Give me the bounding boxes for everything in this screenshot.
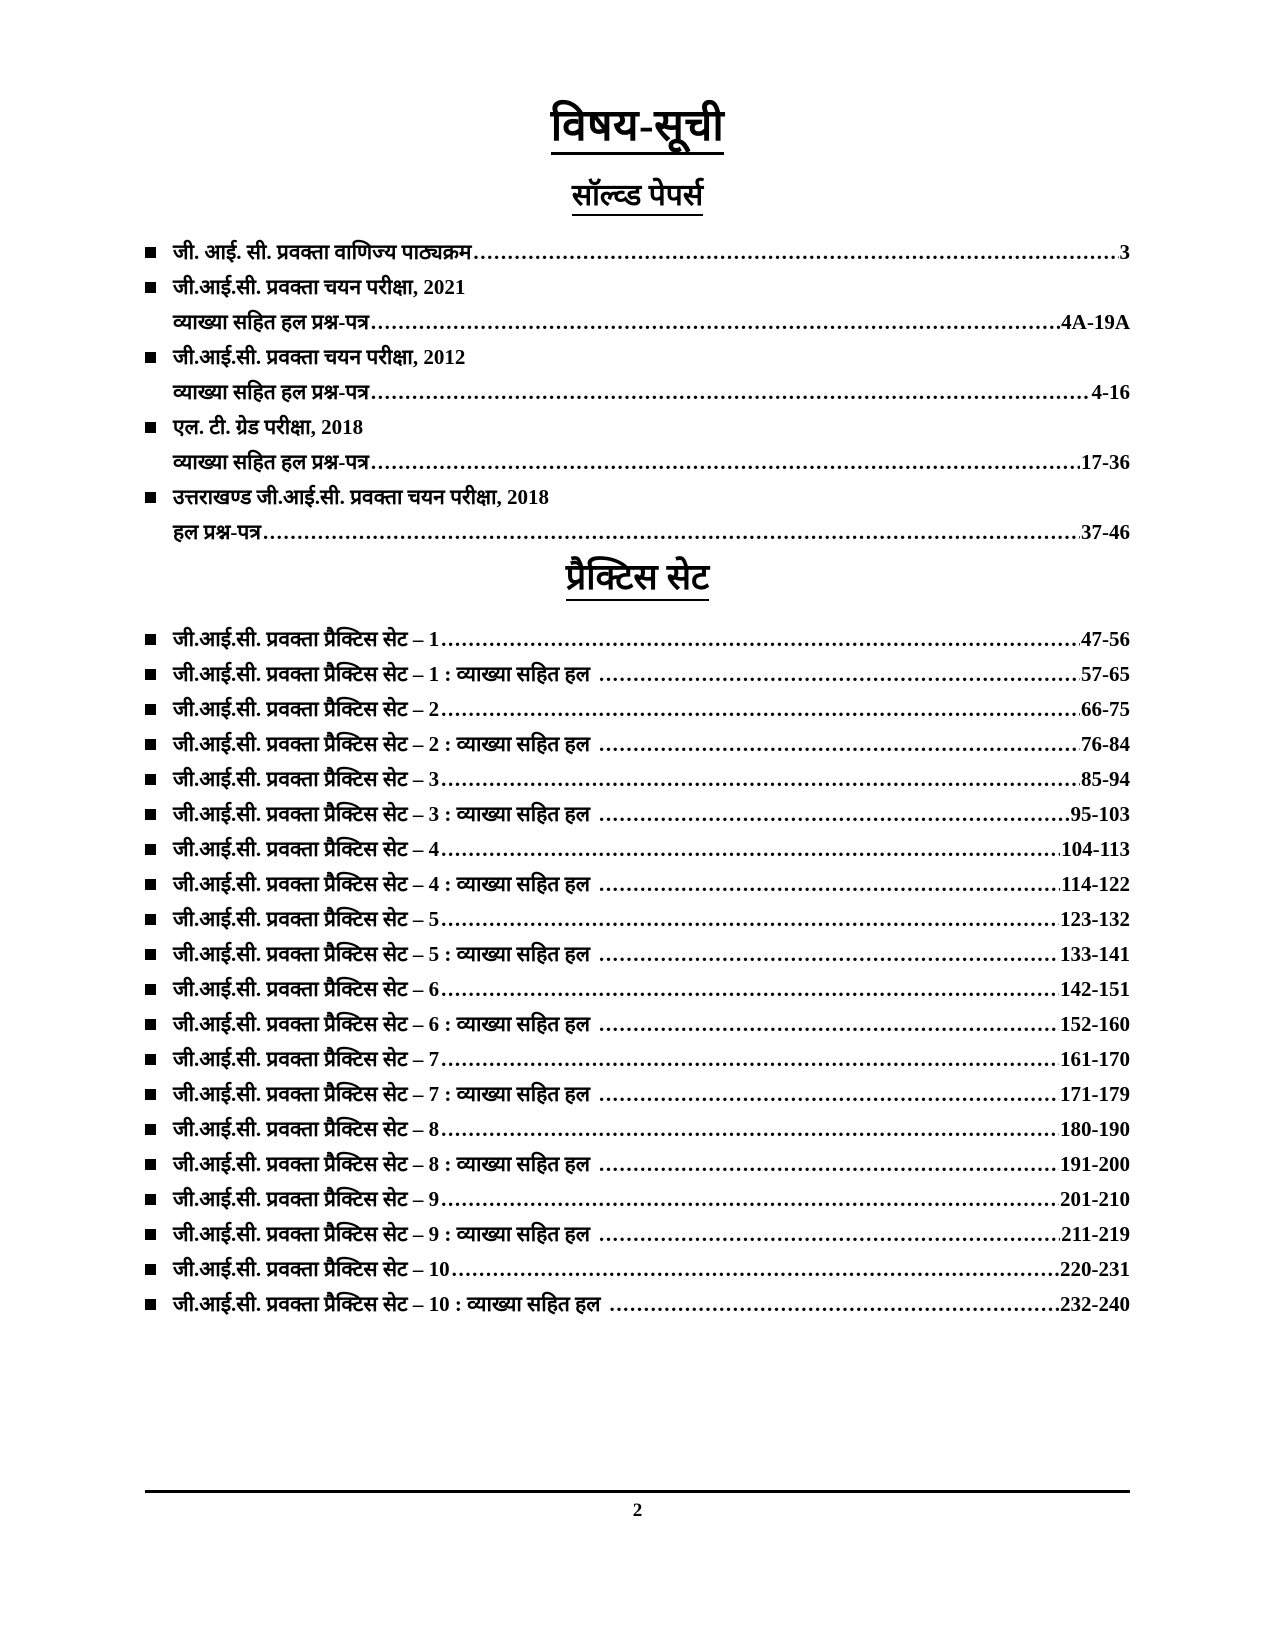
- toc-entry-page-range: 37-46: [1081, 520, 1130, 544]
- square-bullet-icon: [145, 1019, 156, 1030]
- toc-list-solved-papers: [0, 242, 1275, 543]
- toc-entry-page-range: 123-132: [1060, 907, 1130, 931]
- toc-entry[interactable]: [0, 734, 1275, 755]
- toc-entry[interactable]: [0, 1014, 1275, 1035]
- toc-entry-page-range: 76-84: [1081, 732, 1130, 756]
- dot-leader: [599, 804, 1070, 825]
- toc-entry-line[interactable]: [145, 1049, 1130, 1070]
- toc-entry[interactable]: [0, 944, 1275, 965]
- toc-entry-line[interactable]: [145, 242, 1130, 263]
- toc-entry-page-range: 4-16: [1091, 380, 1130, 404]
- toc-entry-line[interactable]: [145, 979, 1130, 1000]
- toc-entry-line[interactable]: [145, 522, 1130, 543]
- toc-entry-line[interactable]: [145, 909, 1130, 930]
- toc-entry[interactable]: [0, 277, 1275, 333]
- toc-entry[interactable]: [0, 769, 1275, 790]
- toc-entry-line[interactable]: [145, 452, 1130, 473]
- toc-entry-title: जी.आई.सी. प्रवक्ता प्रैक्टिस सेट – 4: [173, 837, 440, 861]
- toc-entry-line[interactable]: [145, 1084, 1130, 1105]
- toc-entry-page-range: 85-94: [1081, 767, 1130, 791]
- toc-entry-line[interactable]: [145, 347, 1130, 368]
- square-bullet-icon: [145, 739, 156, 750]
- dot-leader: [452, 1259, 1059, 1280]
- dot-leader: [599, 664, 1080, 685]
- toc-entry-title: जी.आई.सी. प्रवक्ता प्रैक्टिस सेट – 7: [173, 1047, 440, 1071]
- toc-entry-title: जी.आई.सी. प्रवक्ता प्रैक्टिस सेट – 4 : व्याख्या सहित हल: [173, 872, 590, 896]
- toc-entry[interactable]: [0, 487, 1275, 543]
- toc-entry-title: जी.आई.सी. प्रवक्ता प्रैक्टिस सेट – 3 : व्याख्या सहित हल: [173, 802, 590, 826]
- dot-leader: [599, 1014, 1059, 1035]
- toc-entry-line[interactable]: [145, 382, 1130, 403]
- toc-entry[interactable]: [0, 664, 1275, 685]
- toc-entry[interactable]: [0, 909, 1275, 930]
- toc-entry-title: जी.आई.सी. प्रवक्ता प्रैक्टिस सेट – 9 : व्याख्या सहित हल: [173, 1222, 590, 1246]
- toc-entry[interactable]: [0, 1049, 1275, 1070]
- toc-entry[interactable]: [0, 1084, 1275, 1105]
- toc-entry[interactable]: [0, 347, 1275, 403]
- toc-entry-page-range: 201-210: [1060, 1187, 1130, 1211]
- toc-entry[interactable]: [0, 1294, 1275, 1315]
- toc-entry-page-range: 3: [1119, 240, 1130, 264]
- footer-page-number: 2: [632, 1500, 643, 1521]
- square-bullet-icon: [145, 984, 156, 995]
- dot-leader: [371, 312, 1060, 333]
- toc-entry-line[interactable]: [145, 1294, 1130, 1315]
- toc-entry-line[interactable]: [145, 1119, 1130, 1140]
- toc-entry-page-range: 220-231: [1060, 1257, 1130, 1281]
- toc-entry-title: जी.आई.सी. प्रवक्ता प्रैक्टिस सेट – 9: [173, 1187, 440, 1211]
- dot-leader: [441, 1049, 1059, 1070]
- dot-leader: [599, 734, 1080, 755]
- toc-entry-title: जी.आई.सी. प्रवक्ता प्रैक्टिस सेट – 6 : व्याख्या सहित हल: [173, 1012, 590, 1036]
- square-bullet-icon: [145, 422, 156, 433]
- dot-leader: [263, 522, 1080, 543]
- toc-entry[interactable]: [0, 629, 1275, 650]
- toc-entry-page-range: 57-65: [1081, 662, 1130, 686]
- toc-entry-title: जी.आई.सी. प्रवक्ता प्रैक्टिस सेट – 5: [173, 907, 440, 931]
- square-bullet-icon: [145, 844, 156, 855]
- toc-entry[interactable]: [0, 804, 1275, 825]
- toc-entry[interactable]: [0, 839, 1275, 860]
- toc-entry-line[interactable]: [145, 874, 1130, 895]
- dot-leader: [599, 874, 1060, 895]
- toc-entry-page-range: 152-160: [1060, 1012, 1130, 1036]
- square-bullet-icon: [145, 809, 156, 820]
- square-bullet-icon: [145, 1159, 156, 1170]
- toc-entry[interactable]: [0, 699, 1275, 720]
- dot-leader: [599, 1154, 1059, 1175]
- toc-entry-line[interactable]: [145, 1154, 1130, 1175]
- toc-entry-title: जी.आई.सी. प्रवक्ता चयन परीक्षा, 2012: [173, 345, 466, 369]
- toc-entry[interactable]: [0, 242, 1275, 263]
- toc-sections: [0, 181, 1275, 1315]
- toc-entry[interactable]: [0, 1259, 1275, 1280]
- toc-entry-title: जी.आई.सी. प्रवक्ता प्रैक्टिस सेट – 10 : व्याख्या सहित हल: [173, 1292, 601, 1316]
- toc-entry-page-range: 171-179: [1060, 1082, 1130, 1106]
- dot-leader: [441, 1119, 1059, 1140]
- toc-entry-title: जी.आई.सी. प्रवक्ता प्रैक्टिस सेट – 3: [173, 767, 440, 791]
- toc-entry-title: जी.आई.सी. प्रवक्ता प्रैक्टिस सेट – 8: [173, 1117, 440, 1141]
- square-bullet-icon: [145, 1229, 156, 1240]
- toc-entry-line[interactable]: [145, 629, 1130, 650]
- square-bullet-icon: [145, 949, 156, 960]
- square-bullet-icon: [145, 1089, 156, 1100]
- toc-entry-line[interactable]: [145, 769, 1130, 790]
- square-bullet-icon: [145, 352, 156, 363]
- toc-entry-title: जी.आई.सी. प्रवक्ता चयन परीक्षा, 2021: [173, 275, 466, 299]
- toc-entry-title: उत्तराखण्ड जी.आई.सी. प्रवक्ता चयन परीक्षा, 2018: [173, 485, 550, 509]
- square-bullet-icon: [145, 247, 156, 258]
- toc-entry-line[interactable]: [145, 487, 1130, 508]
- dot-leader: [599, 1224, 1060, 1245]
- toc-entry-page-range: 211-219: [1061, 1222, 1130, 1246]
- toc-entry[interactable]: [0, 1224, 1275, 1245]
- square-bullet-icon: [145, 1264, 156, 1275]
- toc-entry-line[interactable]: [145, 804, 1130, 825]
- dot-leader: [441, 979, 1059, 1000]
- footer-divider: [145, 1490, 1130, 1493]
- dot-leader: [599, 944, 1059, 965]
- square-bullet-icon: [145, 282, 156, 293]
- toc-list-practice-sets: [0, 629, 1275, 1315]
- toc-entry-line[interactable]: [145, 944, 1130, 965]
- toc-entry-title: जी.आई.सी. प्रवक्ता प्रैक्टिस सेट – 2: [173, 697, 440, 721]
- section-heading-container-practice-sets: [0, 559, 1275, 601]
- toc-entry-page-range: 66-75: [1081, 697, 1130, 721]
- toc-entry-title: एल. टी. ग्रेड परीक्षा, 2018: [173, 415, 364, 439]
- toc-entry-page-range: 133-141: [1060, 942, 1130, 966]
- toc-entry-page-range: 180-190: [1060, 1117, 1130, 1141]
- dot-leader: [599, 1084, 1059, 1105]
- toc-entry[interactable]: [0, 1119, 1275, 1140]
- toc-entry-title: जी.आई.सी. प्रवक्ता प्रैक्टिस सेट – 6: [173, 977, 440, 1001]
- dot-leader: [371, 382, 1091, 403]
- dot-leader: [441, 1189, 1059, 1210]
- square-bullet-icon: [145, 879, 156, 890]
- toc-entry-line[interactable]: [145, 312, 1130, 333]
- section-heading-container-solved-papers: [0, 181, 1275, 216]
- square-bullet-icon: [145, 1054, 156, 1065]
- dot-leader: [441, 699, 1080, 720]
- dot-leader: [441, 769, 1080, 790]
- square-bullet-icon: [145, 634, 156, 645]
- dot-leader: [473, 242, 1118, 263]
- page-title-container: [0, 101, 1275, 155]
- toc-entry-page-range: 232-240: [1060, 1292, 1130, 1316]
- toc-entry[interactable]: [0, 417, 1275, 473]
- toc-entry-line[interactable]: [145, 699, 1130, 720]
- toc-entry-line[interactable]: [145, 664, 1130, 685]
- dot-leader: [441, 909, 1059, 930]
- toc-entry-line[interactable]: [145, 417, 1130, 438]
- square-bullet-icon: [145, 1299, 156, 1310]
- toc-entry-title: व्याख्या सहित हल प्रश्न-पत्र: [173, 380, 369, 404]
- square-bullet-icon: [145, 774, 156, 785]
- toc-entry-title: जी.आई.सी. प्रवक्ता प्रैक्टिस सेट – 2 : व्याख्या सहित हल: [173, 732, 590, 756]
- page-footer: [145, 1490, 1130, 1522]
- section-heading-practice-sets: प्रैक्टिस सेट: [566, 559, 709, 601]
- square-bullet-icon: [145, 1194, 156, 1205]
- toc-entry-title: व्याख्या सहित हल प्रश्न-पत्र: [173, 310, 369, 334]
- toc-entry-line[interactable]: [145, 277, 1130, 298]
- toc-entry[interactable]: [0, 1189, 1275, 1210]
- square-bullet-icon: [145, 492, 156, 503]
- toc-entry-page-range: 191-200: [1060, 1152, 1130, 1176]
- toc-entry-title: जी.आई.सी. प्रवक्ता प्रैक्टिस सेट – 5 : व्याख्या सहित हल: [173, 942, 590, 966]
- toc-entry-title: जी.आई.सी. प्रवक्ता प्रैक्टिस सेट – 8 : व्याख्या सहित हल: [173, 1152, 590, 1176]
- toc-entry-title: जी.आई.सी. प्रवक्ता प्रैक्टिस सेट – 1: [173, 627, 440, 651]
- square-bullet-icon: [145, 704, 156, 715]
- toc-entry-page-range: 17-36: [1081, 450, 1130, 474]
- toc-entry-page-range: 161-170: [1060, 1047, 1130, 1071]
- toc-entry-page-range: 47-56: [1081, 627, 1130, 651]
- toc-entry[interactable]: [0, 1154, 1275, 1175]
- dot-leader: [441, 629, 1080, 650]
- page-title: विषय-सूची: [551, 104, 725, 155]
- dot-leader: [609, 1294, 1059, 1315]
- toc-entry-title: जी.आई.सी. प्रवक्ता प्रैक्टिस सेट – 10: [173, 1257, 450, 1281]
- toc-entry[interactable]: [0, 979, 1275, 1000]
- toc-entry-page-range: 95-103: [1070, 802, 1130, 826]
- toc-entry-page-range: 142-151: [1060, 977, 1130, 1001]
- toc-entry[interactable]: [0, 874, 1275, 895]
- toc-entry-line[interactable]: [145, 1189, 1130, 1210]
- square-bullet-icon: [145, 914, 156, 925]
- toc-entry-page-range: 114-122: [1061, 872, 1130, 896]
- toc-entry-line[interactable]: [145, 839, 1130, 860]
- section-heading-solved-papers: सॉल्व्ड पेपर्स: [572, 181, 703, 216]
- toc-entry-page-range: 104-113: [1061, 837, 1130, 861]
- toc-entry-line[interactable]: [145, 1259, 1130, 1280]
- square-bullet-icon: [145, 1124, 156, 1135]
- toc-entry-line[interactable]: [145, 1224, 1130, 1245]
- toc-entry-line[interactable]: [145, 734, 1130, 755]
- dot-leader: [371, 452, 1080, 473]
- toc-entry-title: जी.आई.सी. प्रवक्ता प्रैक्टिस सेट – 1 : व्याख्या सहित हल: [173, 662, 590, 686]
- toc-entry-line[interactable]: [145, 1014, 1130, 1035]
- toc-entry-title: हल प्रश्न-पत्र: [173, 520, 261, 544]
- toc-entry-title: जी. आई. सी. प्रवक्ता वाणिज्य पाठ्यक्रम: [173, 240, 472, 264]
- toc-entry-page-range: 4A-19A: [1061, 310, 1130, 334]
- toc-entry-title: व्याख्या सहित हल प्रश्न-पत्र: [173, 450, 369, 474]
- toc-entry-title: जी.आई.सी. प्रवक्ता प्रैक्टिस सेट – 7 : व्याख्या सहित हल: [173, 1082, 590, 1106]
- square-bullet-icon: [145, 669, 156, 680]
- dot-leader: [441, 839, 1060, 860]
